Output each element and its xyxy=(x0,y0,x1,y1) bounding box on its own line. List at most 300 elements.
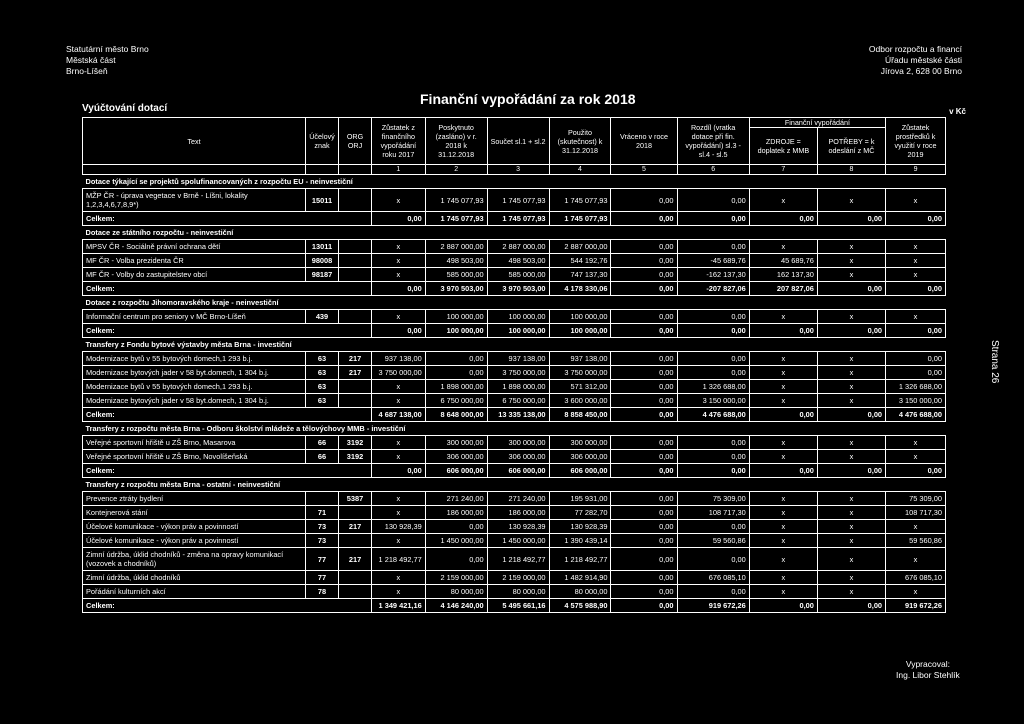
row-value: 0,00 xyxy=(886,366,946,380)
row-value: x xyxy=(372,571,426,585)
row-value: x xyxy=(817,254,885,268)
row-value: x xyxy=(749,450,817,464)
row-value: 585 000,00 xyxy=(487,268,549,282)
row-value: x xyxy=(817,268,885,282)
row-ucel: 63 xyxy=(305,380,338,394)
row-value: x xyxy=(372,268,426,282)
row-value: 75 309,00 xyxy=(677,492,749,506)
row-value: 306 000,00 xyxy=(425,450,487,464)
row-value: -162 137,30 xyxy=(677,268,749,282)
row-value: x xyxy=(749,585,817,599)
row-org: 217 xyxy=(339,366,372,380)
total-label: Celkem: xyxy=(83,282,372,296)
total-value: 4 687 138,00 xyxy=(372,408,426,422)
row-value: x xyxy=(372,380,426,394)
column-number: 2 xyxy=(425,165,487,175)
col-header-potreby: POTŘEBY = k odeslání z MČ xyxy=(817,128,885,165)
total-value: 0,00 xyxy=(677,324,749,338)
total-value: 4 146 240,00 xyxy=(425,599,487,613)
total-value: 1 745 077,93 xyxy=(487,212,549,226)
total-value: 0,00 xyxy=(611,464,677,478)
row-org: 217 xyxy=(339,352,372,366)
col-header-pouzito: Použito (skutečnost) k 31.12.2018 xyxy=(549,118,611,165)
row-value: 195 931,00 xyxy=(549,492,611,506)
row-value: 937 138,00 xyxy=(372,352,426,366)
row-value: 59 560,86 xyxy=(677,534,749,548)
section-title: Dotace týkající se projektů spolufinancovaných z rozpočtu EU - neinvestiční xyxy=(83,175,946,189)
row-text: MŽP ČR - úprava vegetace v Brně - Líšni, lokality 1,2,3,4,6,7,8,9*) xyxy=(83,189,306,212)
row-value: 1 898 000,00 xyxy=(425,380,487,394)
row-value: x xyxy=(749,380,817,394)
header-right xyxy=(869,44,962,77)
row-value: 0,00 xyxy=(677,240,749,254)
row-value: 585 000,00 xyxy=(425,268,487,282)
col-header-text: Text xyxy=(83,118,306,165)
col-header-zustatek2019: Zůstatek prostředků k využití v roce 2019 xyxy=(886,118,946,165)
row-value: 0,00 xyxy=(611,240,677,254)
row-value: 0,00 xyxy=(611,506,677,520)
total-value: 0,00 xyxy=(749,599,817,613)
row-ucel: 66 xyxy=(305,450,338,464)
table-row xyxy=(83,240,946,254)
total-value: 8 648 000,00 xyxy=(425,408,487,422)
row-value: 0,00 xyxy=(611,394,677,408)
row-value: x xyxy=(749,310,817,324)
row-value: x xyxy=(749,534,817,548)
row-value: 80 000,00 xyxy=(425,585,487,599)
column-number: 6 xyxy=(677,165,749,175)
total-value: 0,00 xyxy=(611,408,677,422)
row-text: Modernizace bytových jader v 58 byt.domech, 1 304 b.j. xyxy=(83,366,306,380)
row-text: Modernizace bytů v 55 bytových domech,1 293 b.j. xyxy=(83,380,306,394)
row-value: 130 928,39 xyxy=(549,520,611,534)
col-header-rozdil: Rozdíl (vratka dotace při fin. vypořádání) sl.3 - sl.4 - sl.5 xyxy=(677,118,749,165)
total-value: 3 970 503,00 xyxy=(487,282,549,296)
row-value: x xyxy=(372,189,426,212)
row-text: Veřejné sportovní hřiště u ZŠ Brno, Masarova xyxy=(83,436,306,450)
total-label: Celkem: xyxy=(83,408,372,422)
row-value: 271 240,00 xyxy=(487,492,549,506)
total-value: 0,00 xyxy=(372,464,426,478)
row-text: Zimní údržba, úklid chodníků xyxy=(83,571,306,585)
row-value: 1 450 000,00 xyxy=(425,534,487,548)
row-value: 0,00 xyxy=(677,548,749,571)
row-value: 2 887 000,00 xyxy=(425,240,487,254)
row-value: 0,00 xyxy=(677,366,749,380)
row-value: 0,00 xyxy=(677,520,749,534)
footer xyxy=(896,659,960,681)
row-value: 0,00 xyxy=(611,450,677,464)
total-value: 0,00 xyxy=(886,324,946,338)
column-number-row xyxy=(83,165,946,175)
row-value: 0,00 xyxy=(425,548,487,571)
row-value: x xyxy=(817,352,885,366)
section-title: Dotace ze státního rozpočtu - neinvestiční xyxy=(83,226,946,240)
row-value: x xyxy=(817,492,885,506)
section-header xyxy=(83,175,946,189)
row-value: 6 750 000,00 xyxy=(487,394,549,408)
total-value: 0,00 xyxy=(749,212,817,226)
table-row xyxy=(83,585,946,599)
row-value: x xyxy=(817,394,885,408)
header-left-line: Statutární město Brno xyxy=(66,44,149,54)
total-row xyxy=(83,599,946,613)
total-value: 0,00 xyxy=(749,324,817,338)
row-value: 937 138,00 xyxy=(487,352,549,366)
row-value: 0,00 xyxy=(886,352,946,366)
row-value: 0,00 xyxy=(611,585,677,599)
currency-unit: v Kč xyxy=(949,107,966,116)
empty-cell xyxy=(339,165,372,175)
row-value: x xyxy=(817,520,885,534)
row-value: 59 560,86 xyxy=(886,534,946,548)
total-value: 0,00 xyxy=(886,464,946,478)
row-org: 3192 xyxy=(339,450,372,464)
row-value: 80 000,00 xyxy=(549,585,611,599)
row-text: Modernizace bytů v 55 bytových domech,1 293 b.j. xyxy=(83,352,306,366)
column-number: 4 xyxy=(549,165,611,175)
row-value: 3 750 000,00 xyxy=(549,366,611,380)
row-value: 100 000,00 xyxy=(425,310,487,324)
row-value: 130 928,39 xyxy=(372,520,426,534)
total-value: 0,00 xyxy=(817,464,885,478)
row-org xyxy=(339,394,372,408)
total-value: 0,00 xyxy=(817,599,885,613)
row-value: 1 898 000,00 xyxy=(487,380,549,394)
row-value: 45 689,76 xyxy=(749,254,817,268)
row-value: x xyxy=(886,240,946,254)
row-text: MF ČR - Volba prezidenta ČR xyxy=(83,254,306,268)
total-value: 0,00 xyxy=(372,212,426,226)
table-row xyxy=(83,268,946,282)
total-value: 4 575 988,90 xyxy=(549,599,611,613)
row-text: Účelové komunikace - výkon práv a povinností xyxy=(83,534,306,548)
row-value: 0,00 xyxy=(611,268,677,282)
row-value: x xyxy=(817,571,885,585)
row-value: x xyxy=(372,436,426,450)
row-value: x xyxy=(886,548,946,571)
column-number: 7 xyxy=(749,165,817,175)
total-value: 4 476 688,00 xyxy=(886,408,946,422)
row-value: x xyxy=(749,506,817,520)
row-value: x xyxy=(372,394,426,408)
row-value: 0,00 xyxy=(611,520,677,534)
row-value: x xyxy=(886,310,946,324)
row-value: 108 717,30 xyxy=(677,506,749,520)
total-value: 0,00 xyxy=(611,212,677,226)
row-value: 1 745 077,93 xyxy=(549,189,611,212)
row-org xyxy=(339,189,372,212)
section-title: Transfery z rozpočtu města Brna - ostatní - neinvestiční xyxy=(83,478,946,492)
col-header-zdroje: ZDROJE = doplatek z MMB xyxy=(749,128,817,165)
col-header-poskytnuto: Poskytnuto (zasláno) v r. 2018 k 31.12.2018 xyxy=(425,118,487,165)
total-value: 606 000,00 xyxy=(487,464,549,478)
row-org xyxy=(339,310,372,324)
row-value: 0,00 xyxy=(425,520,487,534)
section-title: Transfery z rozpočtu města Brna - Odboru školství mládeže a tělovýchovy MMB - investiční xyxy=(83,422,946,436)
row-value: x xyxy=(886,436,946,450)
row-value: 571 312,00 xyxy=(549,380,611,394)
row-value: x xyxy=(749,436,817,450)
column-number: 1 xyxy=(372,165,426,175)
row-value: x xyxy=(886,268,946,282)
row-value: -45 689,76 xyxy=(677,254,749,268)
row-value: 0,00 xyxy=(611,436,677,450)
row-value: x xyxy=(886,450,946,464)
page-number: Strana 26 xyxy=(989,340,1000,384)
row-org xyxy=(339,268,372,282)
row-value: 0,00 xyxy=(611,571,677,585)
row-value: x xyxy=(749,520,817,534)
row-value: 3 750 000,00 xyxy=(487,366,549,380)
row-value: 2 159 000,00 xyxy=(425,571,487,585)
row-value: 75 309,00 xyxy=(886,492,946,506)
row-org xyxy=(339,254,372,268)
row-value: x xyxy=(372,450,426,464)
row-value: 0,00 xyxy=(611,492,677,506)
row-value: 1 218 492,77 xyxy=(487,548,549,571)
footer-label: Vypracoval: xyxy=(905,659,950,669)
row-value: 300 000,00 xyxy=(487,436,549,450)
row-ucel: 98187 xyxy=(305,268,338,282)
row-value: 0,00 xyxy=(677,310,749,324)
row-value: 0,00 xyxy=(425,352,487,366)
settlement-table xyxy=(82,117,946,613)
row-ucel: 71 xyxy=(305,506,338,520)
section-header xyxy=(83,296,946,310)
row-value: 2 887 000,00 xyxy=(487,240,549,254)
row-value: 1 218 492,77 xyxy=(549,548,611,571)
footer-name: Ing. Libor Stehlík xyxy=(896,670,960,680)
row-value: x xyxy=(749,240,817,254)
row-text: MPSV ČR - Sociálně právní ochrana dětí xyxy=(83,240,306,254)
row-value: x xyxy=(372,240,426,254)
row-value: x xyxy=(817,366,885,380)
row-ucel: 13011 xyxy=(305,240,338,254)
row-ucel: 73 xyxy=(305,520,338,534)
row-value: 0,00 xyxy=(611,310,677,324)
row-org: 217 xyxy=(339,520,372,534)
table-row xyxy=(83,534,946,548)
row-ucel: 77 xyxy=(305,548,338,571)
row-value: 1 390 439,14 xyxy=(549,534,611,548)
row-value: 1 326 688,00 xyxy=(677,380,749,394)
row-value: x xyxy=(886,585,946,599)
row-value: x xyxy=(817,310,885,324)
row-text: Prevence ztráty bydlení xyxy=(83,492,306,506)
row-value: 747 137,30 xyxy=(549,268,611,282)
row-value: x xyxy=(372,310,426,324)
total-value: 0,00 xyxy=(749,464,817,478)
row-org xyxy=(339,534,372,548)
table-row xyxy=(83,394,946,408)
table-row xyxy=(83,520,946,534)
row-value: 0,00 xyxy=(611,352,677,366)
row-value: x xyxy=(817,534,885,548)
row-value: 1 218 492,77 xyxy=(372,548,426,571)
row-ucel xyxy=(305,492,338,506)
column-number: 5 xyxy=(611,165,677,175)
row-value: 0,00 xyxy=(677,585,749,599)
table-row xyxy=(83,506,946,520)
page-subtitle: Vyúčtování dotací xyxy=(82,103,168,114)
row-value: x xyxy=(372,492,426,506)
total-value: 0,00 xyxy=(886,282,946,296)
total-value: 0,00 xyxy=(817,212,885,226)
row-value: 6 750 000,00 xyxy=(425,394,487,408)
row-value: x xyxy=(749,492,817,506)
column-number: 9 xyxy=(886,165,946,175)
total-value: -207 827,06 xyxy=(677,282,749,296)
row-ucel: 15011 xyxy=(305,189,338,212)
table-row xyxy=(83,492,946,506)
row-value: 0,00 xyxy=(611,366,677,380)
row-value: x xyxy=(817,240,885,254)
header-right-line: Jírova 2, 628 00 Brno xyxy=(880,66,962,76)
col-header-org: ORG ORJ xyxy=(339,118,372,165)
total-value: 0,00 xyxy=(611,599,677,613)
table-row xyxy=(83,254,946,268)
row-value: x xyxy=(372,585,426,599)
row-value: 0,00 xyxy=(611,534,677,548)
col-header-vraceno: Vráceno v roce 2018 xyxy=(611,118,677,165)
row-ucel: 98008 xyxy=(305,254,338,268)
total-value: 207 827,06 xyxy=(749,282,817,296)
total-value: 100 000,00 xyxy=(425,324,487,338)
total-value: 606 000,00 xyxy=(425,464,487,478)
row-value: 0,00 xyxy=(677,352,749,366)
total-value: 0,00 xyxy=(817,324,885,338)
row-org xyxy=(339,380,372,394)
row-value: x xyxy=(749,548,817,571)
row-org: 3192 xyxy=(339,436,372,450)
row-text: MF ČR - Volby do zastupitelstev obcí xyxy=(83,268,306,282)
table-row xyxy=(83,436,946,450)
total-value: 1 349 421,16 xyxy=(372,599,426,613)
section-title: Transfery z Fondu bytové výstavby města Brna - investiční xyxy=(83,338,946,352)
col-header-soucet: Součet sl.1 + sl.2 xyxy=(487,118,549,165)
row-ucel: 63 xyxy=(305,394,338,408)
row-org xyxy=(339,585,372,599)
table-row xyxy=(83,352,946,366)
row-value: x xyxy=(817,380,885,394)
row-text: Modernizace bytových jader v 58 byt.domech, 1 304 b.j. xyxy=(83,394,306,408)
total-label: Celkem: xyxy=(83,464,372,478)
row-value: 0,00 xyxy=(677,436,749,450)
col-header-ucel: Účelový znak xyxy=(305,118,338,165)
total-value: 0,00 xyxy=(677,212,749,226)
table-row xyxy=(83,548,946,571)
section-header xyxy=(83,478,946,492)
row-value: x xyxy=(372,506,426,520)
row-value: 0,00 xyxy=(611,254,677,268)
row-value: 498 503,00 xyxy=(487,254,549,268)
total-value: 100 000,00 xyxy=(487,324,549,338)
row-value: 1 482 914,90 xyxy=(549,571,611,585)
row-ucel: 73 xyxy=(305,534,338,548)
column-number: 8 xyxy=(817,165,885,175)
total-row xyxy=(83,324,946,338)
table-row xyxy=(83,366,946,380)
total-row xyxy=(83,282,946,296)
row-value: 676 085,10 xyxy=(886,571,946,585)
header-left-line: Městská část xyxy=(66,55,116,65)
total-value: 0,00 xyxy=(886,212,946,226)
total-value: 100 000,00 xyxy=(549,324,611,338)
row-value: x xyxy=(749,394,817,408)
row-org xyxy=(339,571,372,585)
row-value: x xyxy=(817,189,885,212)
row-value: 186 000,00 xyxy=(425,506,487,520)
row-org xyxy=(339,506,372,520)
total-value: 0,00 xyxy=(611,282,677,296)
row-value: 1 745 077,93 xyxy=(487,189,549,212)
column-number: 3 xyxy=(487,165,549,175)
table-row xyxy=(83,380,946,394)
row-value: x xyxy=(817,436,885,450)
row-org: 5387 xyxy=(339,492,372,506)
row-value: 130 928,39 xyxy=(487,520,549,534)
table-row xyxy=(83,189,946,212)
total-value: 1 745 077,93 xyxy=(549,212,611,226)
row-value: 100 000,00 xyxy=(487,310,549,324)
row-value: 498 503,00 xyxy=(425,254,487,268)
row-value: x xyxy=(817,506,885,520)
total-value: 13 335 138,00 xyxy=(487,408,549,422)
total-value: 8 858 450,00 xyxy=(549,408,611,422)
row-value: 0,00 xyxy=(611,380,677,394)
total-row xyxy=(83,408,946,422)
row-value: 3 750 000,00 xyxy=(372,366,426,380)
total-label: Celkem: xyxy=(83,324,372,338)
row-value: 2 887 000,00 xyxy=(549,240,611,254)
total-value: 0,00 xyxy=(677,464,749,478)
row-org xyxy=(339,240,372,254)
row-value: 3 600 000,00 xyxy=(549,394,611,408)
row-value: x xyxy=(817,450,885,464)
section-header xyxy=(83,338,946,352)
row-value: 3 150 000,00 xyxy=(677,394,749,408)
total-value: 606 000,00 xyxy=(549,464,611,478)
row-value: x xyxy=(886,189,946,212)
row-text: Kontejnerová stání xyxy=(83,506,306,520)
row-value: 80 000,00 xyxy=(487,585,549,599)
table-row xyxy=(83,310,946,324)
total-value: 4 476 688,00 xyxy=(677,408,749,422)
row-value: 2 159 000,00 xyxy=(487,571,549,585)
row-ucel: 63 xyxy=(305,366,338,380)
total-value: 0,00 xyxy=(749,408,817,422)
row-value: 306 000,00 xyxy=(487,450,549,464)
row-value: 0,00 xyxy=(611,189,677,212)
row-value: 0,00 xyxy=(677,189,749,212)
row-ucel: 63 xyxy=(305,352,338,366)
row-org: 217 xyxy=(339,548,372,571)
row-value: 1 745 077,93 xyxy=(425,189,487,212)
header-right-line: Odbor rozpočtu a financí xyxy=(868,44,962,54)
row-value: x xyxy=(817,548,885,571)
table-row xyxy=(83,571,946,585)
total-label: Celkem: xyxy=(83,212,372,226)
total-value: 919 672,26 xyxy=(677,599,749,613)
row-value: 676 085,10 xyxy=(677,571,749,585)
total-value: 0,00 xyxy=(372,282,426,296)
row-ucel: 77 xyxy=(305,571,338,585)
table-row xyxy=(83,450,946,464)
row-value: 271 240,00 xyxy=(425,492,487,506)
row-ucel: 78 xyxy=(305,585,338,599)
total-value: 5 495 661,16 xyxy=(487,599,549,613)
